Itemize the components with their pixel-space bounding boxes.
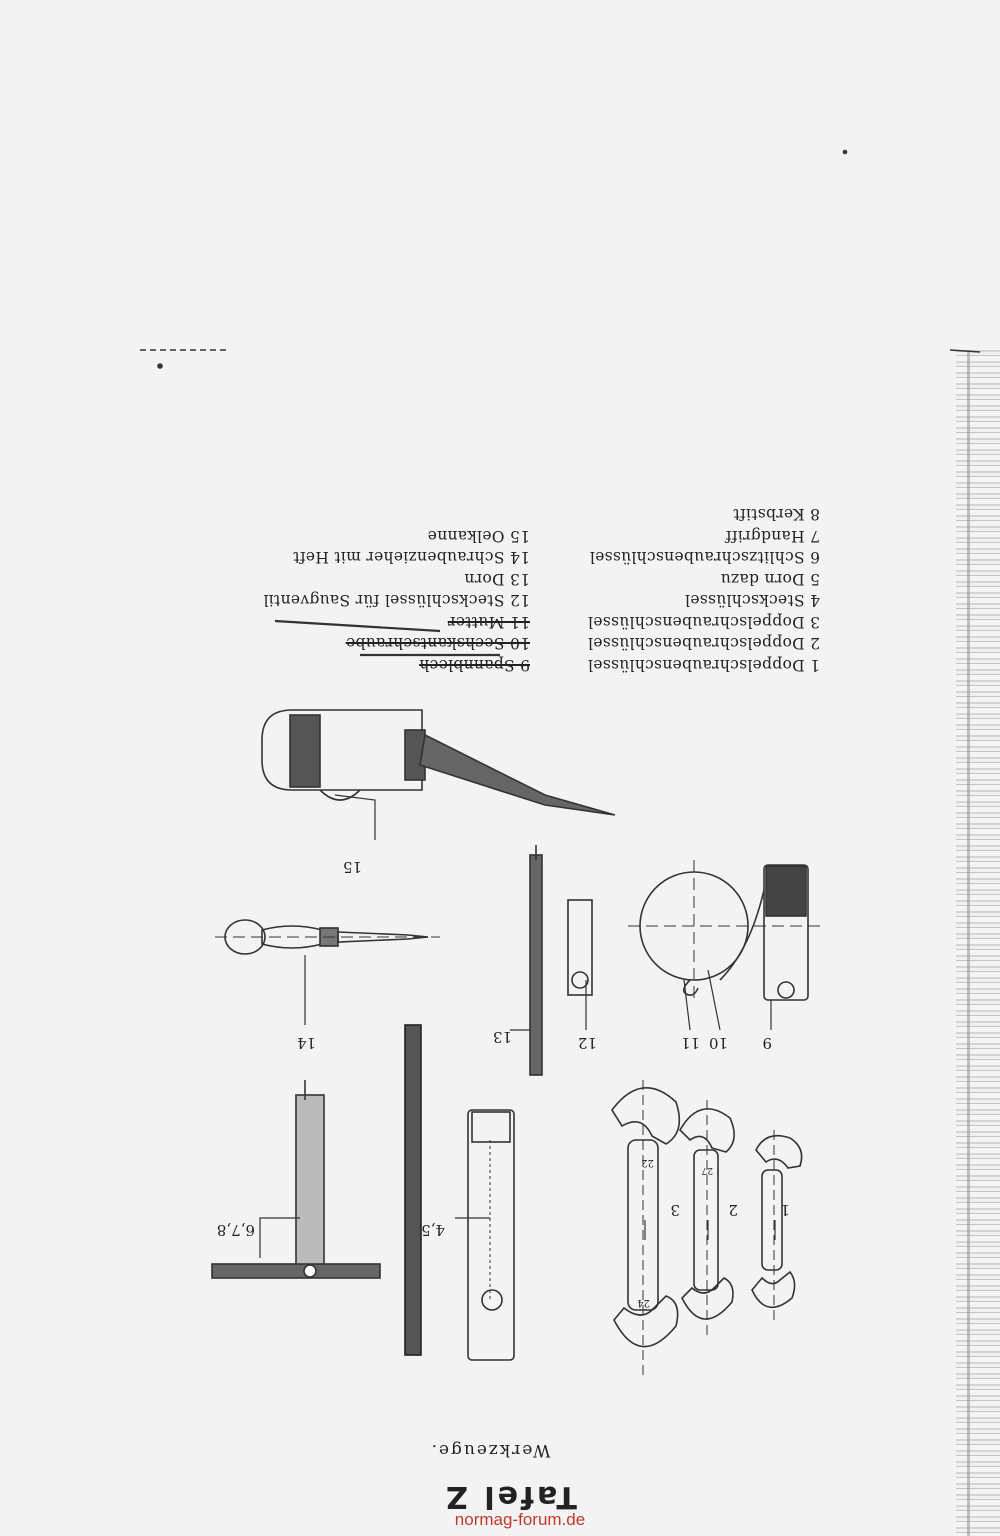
watermark: normag-forum.de: [454, 1510, 586, 1529]
socket-wrench-drawing: [468, 1110, 514, 1360]
legend-item-11: 11 Mutter: [447, 613, 530, 631]
legend-item-9: 9 Spannblech: [419, 656, 530, 674]
legend-column-2: [225, 505, 530, 675]
t-handle-drawing: [212, 1080, 380, 1278]
wrench-2-drawing: [680, 1100, 734, 1340]
callout-2: 2: [728, 1201, 738, 1219]
callout-15: 15: [342, 858, 362, 876]
legend-item-15: 15 Oelkanne: [427, 527, 530, 545]
legend-item-4: 4 Steckschlüssel: [684, 591, 820, 610]
callout-4-5: 4,5: [421, 1221, 445, 1239]
callout-12: 12: [577, 1034, 597, 1052]
oil-can-drawing: [262, 710, 615, 815]
callout-1: 1: [780, 1201, 790, 1219]
legend-item-8: 8 Kerbstift: [733, 505, 820, 524]
rod-13-drawing: [530, 845, 542, 1075]
screwdriver-drawing: [215, 920, 440, 954]
callout-13: 13: [492, 1028, 512, 1046]
callout-10: 10: [708, 1034, 728, 1052]
legend-item-1: 1 Doppelschraubenschlüssel: [587, 656, 820, 674]
legend-column-1: [560, 485, 820, 675]
wrench-2-size-top: 27: [701, 1165, 713, 1175]
legend-item-6: 6 Schlitzschraubenschlüssel: [589, 548, 820, 567]
legend-item-7: 7 Handgriff: [725, 527, 820, 545]
callout-11: 11: [680, 1034, 700, 1052]
callout-14: 14: [296, 1034, 316, 1052]
wrench-3-size-bottom: 24: [637, 1297, 650, 1308]
section-heading: Werkzeuge.: [429, 1440, 551, 1460]
legend-item-3: 3 Doppelschraubenschlüssel: [587, 613, 820, 631]
callout-3: 3: [670, 1201, 680, 1219]
legend-item-13: 13 Dorn: [464, 570, 530, 588]
wrench-3-size-top: 22: [641, 1157, 654, 1168]
legend-item-2: 2 Doppelschraubenschlüssel: [587, 634, 820, 653]
plate-title: Tafel Z: [443, 1479, 577, 1514]
legend-item-12: 12 Steckschlüssel für Saugventil: [263, 591, 530, 610]
callout-9: 9: [762, 1034, 772, 1052]
wrench-1-drawing: [752, 1130, 802, 1320]
clamp-drawing: [628, 860, 820, 1000]
leader-lines: [260, 795, 775, 1258]
rod-5-drawing: [405, 1025, 421, 1355]
wrench-3-drawing: [612, 1080, 679, 1380]
legend-item-5: 5 Dorn dazu: [720, 570, 820, 588]
legend-item-10: 10 Sechskantschraube: [345, 634, 530, 653]
socket-12-drawing: [568, 900, 592, 995]
scan-marks: [140, 151, 980, 369]
callout-6-7-8: 6,7,8: [216, 1221, 255, 1239]
legend-item-14: 14 Schraubenzieher mit Heft: [293, 548, 530, 567]
